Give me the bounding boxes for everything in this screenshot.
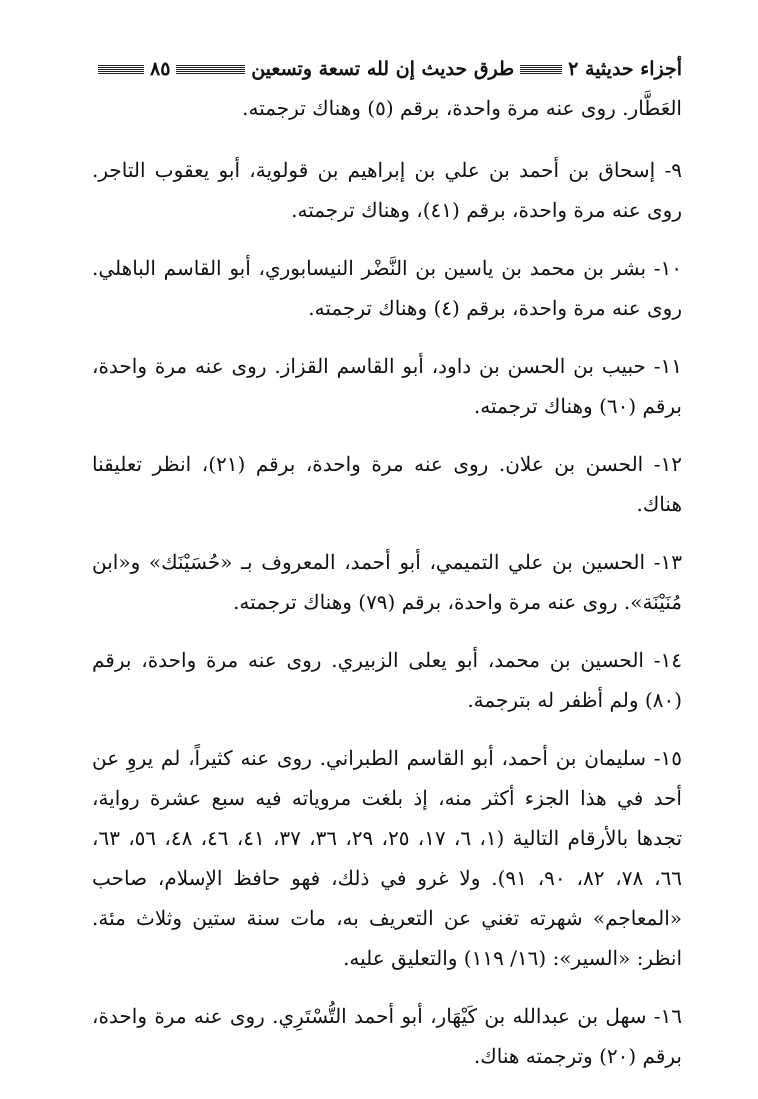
header-ornament-rule xyxy=(520,65,562,74)
entry-continuation: العَطَّار. روى عنه مرة واحدة، برقم (٥) وهناك ترجمته. xyxy=(242,96,682,120)
header-ornament-rule xyxy=(176,65,245,74)
entry-11: ١١- حبيب بن الحسن بن داود، أبو القاسم القزاز. روى عنه مرة واحدة، برقم (٦٠) وهناك ترجمته. xyxy=(92,354,682,418)
entry-16: ١٦- سهل بن عبدالله بن كَيْهَار، أبو أحمد التُّسْتَرِي. روى عنه مرة واحدة، برقم (٢٠) وترجمته هناك. xyxy=(92,1004,682,1068)
entry-13: ١٣- الحسين بن علي التميمي، أبو أحمد، المعروف بـ «حُسَيْنَك» و«ابن مُنَيْنَة». روى عنه مرة واحدة، برقم (٧٩) وهناك ترجمته. xyxy=(92,550,682,614)
entries-list xyxy=(92,88,682,1076)
entry-12: ١٢- الحسن بن علان. روى عنه مرة واحدة، برقم (٢١)، انظر تعليقنا هناك. xyxy=(92,452,682,516)
entry-10: ١٠- بشر بن محمد بن ياسين بن النَّضْر النيسابوري، أبو القاسم الباهلي. روى عنه مرة واحدة، برقم (٤) وهناك ترجمته. xyxy=(92,256,682,320)
entry-15: ١٥- سليمان بن أحمد، أبو القاسم الطبراني. روى عنه كثيراً، لم يروِ عن أحد في هذا الجزء أكثر منه، إذ بلغت مروياته فيه سبع عشرة رواية، تجدها بالأرقام التالية (١، ٦، ١٧، ٢٥، ٢٩، ٣٦، ٣٧، ٤١، ٤٦، ٤٨، ٥٦، ٦٣، ٦٦، ٧٨، ٨٢، ٩٠، ٩١). ولا غرو في ذلك، فهو حافظ الإسلام، صاحب «المعاجم» شهرته تغني عن التعريف به، مات سنة ستين وثلاث مئة. انظر: «السير»: (١٦/ ١١٩) والتعليق عليه. xyxy=(92,746,683,970)
entry-14: ١٤- الحسين بن محمد، أبو يعلى الزبيري. روى عنه مرة واحدة، برقم (٨٠) ولم أظفر له بترجمة. xyxy=(92,648,682,712)
header-ornament-rule xyxy=(98,65,144,74)
page-number: ٨٥ xyxy=(150,58,171,80)
entry-9: ٩- إسحاق بن أحمد بن علي بن إبراهيم بن قولوية، أبو يعقوب التاجر. روى عنه مرة واحدة، برقم (٤١)، وهناك ترجمته. xyxy=(92,158,682,222)
book-title: أجزاء حديثية ٢ xyxy=(568,58,682,80)
running-header xyxy=(92,52,682,86)
part-title: طرق حديث إن لله تسعة وتسعين xyxy=(251,58,515,80)
